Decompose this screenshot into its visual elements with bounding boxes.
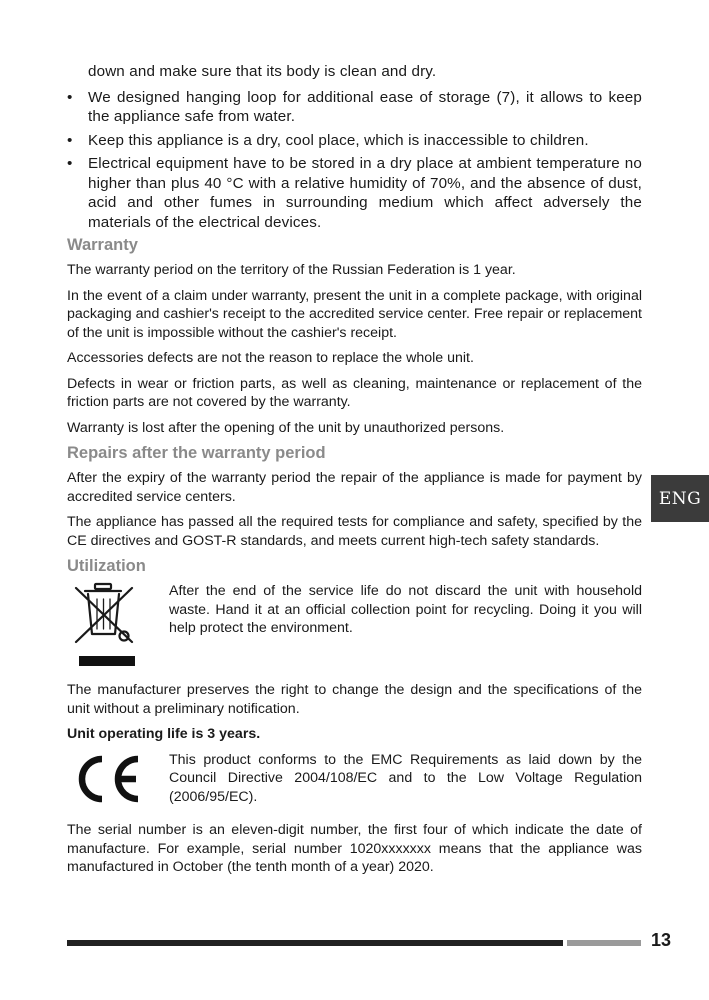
bullet-glyph: • — [67, 88, 73, 106]
warranty-paragraph: Defects in wear or friction parts, as well as cleaning, maintenance or replacement of the friction parts are not covered by the warranty. — [67, 375, 642, 410]
list-item: down and make sure that its body is clean and dry. — [88, 63, 437, 80]
list-item: • We designed hanging loop for additional ease of storage (7), it allows to keep the appliance safe from water. — [67, 88, 642, 125]
ce-mark-icon — [67, 751, 147, 807]
footer-rule-dark — [67, 940, 563, 946]
manufacturer-note: The manufacturer preserves the right to change the design and the specifications of the unit without a preliminary notification. — [67, 682, 642, 717]
warranty-paragraph: In the event of a claim under warranty, present the unit in a complete package, with original packaging and cashier's receipt to the accredited service center. Free repair or replacement of the unit is impossible without the cashier's receipt. — [67, 287, 642, 341]
page-number: 13 — [651, 930, 672, 950]
crossed-out-wheelie-bin-icon — [67, 582, 147, 668]
manual-page — [67, 62, 642, 884]
weee-icon-box — [67, 582, 169, 673]
warranty-paragraph: Accessories defects are not the reason to replace the whole unit. — [67, 350, 474, 366]
repairs-heading: Repairs after the warranty period — [67, 444, 326, 462]
repairs-paragraph: After the expiry of the warranty period the repair of the appliance is made for payment by accredited service centers. — [67, 470, 642, 505]
storage-bullet-list — [67, 62, 642, 232]
ce-icon-box — [67, 751, 169, 812]
utilization-heading: Utilization — [67, 557, 146, 575]
weee-notice — [67, 582, 642, 673]
warranty-paragraph: The warranty period on the territory of the Russian Federation is 1 year. — [67, 262, 516, 278]
footer-rule-grey — [567, 940, 641, 946]
serial-number-text: The serial number is an eleven-digit number, the first four of which indicate the date of manufacture. For example, serial number 1020xxxxxxx means that the appliance was manufactured in October (the tenth month of a year) 2020. — [67, 822, 642, 875]
ce-notice — [67, 751, 642, 814]
list-item: • Electrical equipment have to be stored in a dry place at ambient temperature no higher than plus 40 °C with a relative humidity of 70%, and the absence of dust, acid and other fumes in surrounding medium which affect adversely the materials of the electrical devices. — [67, 155, 642, 231]
warranty-paragraph: Warranty is lost after the opening of the unit by unauthorized persons. — [67, 419, 505, 436]
operating-life: Unit operating life is 3 years. — [67, 726, 261, 742]
list-item: • Keep this appliance is a dry, cool place, which is inaccessible to children. — [67, 131, 589, 149]
ce-text: This product conforms to the EMC Requirements as laid down by the Council Directive 2004/108/EC and to the Low Voltage Regulation (2006/95/EC). — [169, 751, 642, 805]
warranty-heading: Warranty — [67, 236, 138, 254]
bullet-glyph: • — [67, 131, 73, 149]
weee-text: After the end of the service life do not discard the unit with household waste. Hand it at an official collection point for recycling. Doing it you will help protect the environment. — [169, 583, 642, 636]
language-tab: ENG — [651, 475, 709, 522]
bullet-glyph: • — [67, 155, 73, 172]
repairs-paragraph: The appliance has passed all the required tests for compliance and safety, specified by the CE directives and GOST-R standards, and meets current high-tech safety standards. — [67, 514, 642, 549]
